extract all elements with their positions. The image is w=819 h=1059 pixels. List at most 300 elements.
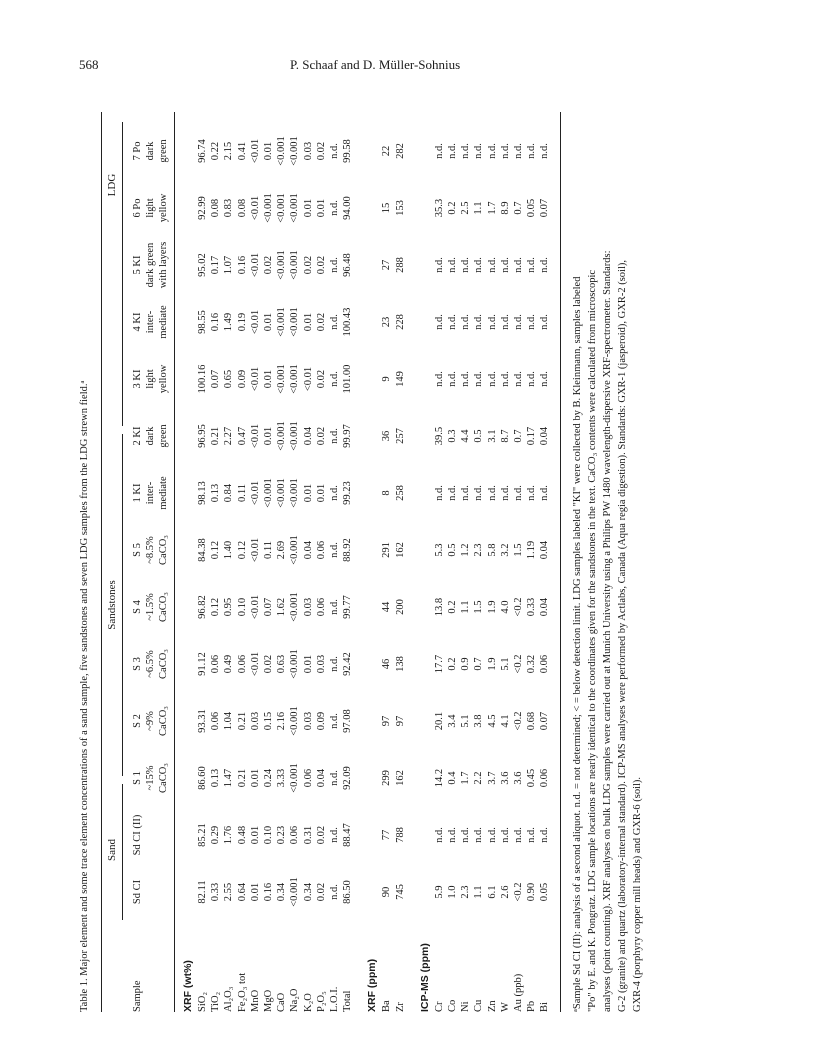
table-cell: 0.02 bbox=[315, 426, 327, 446]
table-cell: n.d. bbox=[486, 257, 498, 273]
table-cell: n.d. bbox=[460, 143, 472, 159]
table-cell: n.d. bbox=[526, 314, 538, 330]
table-cell: 0.11 bbox=[236, 484, 248, 502]
table-cell: 0.17 bbox=[526, 426, 538, 446]
row-label: MnO bbox=[249, 989, 261, 1012]
table-cell: 200 bbox=[394, 599, 406, 615]
table-cell: 2.27 bbox=[223, 426, 235, 446]
table-cell: n.d. bbox=[513, 257, 524, 273]
table-cell: 99.23 bbox=[342, 481, 354, 505]
table-cell: 2.6 bbox=[499, 885, 511, 899]
table-row bbox=[315, 112, 328, 1012]
table-cell: 258 bbox=[394, 485, 406, 501]
table-cell: 2.69 bbox=[276, 540, 288, 560]
table-cell: 98.55 bbox=[197, 310, 208, 334]
table-cell: 0.09 bbox=[236, 369, 248, 389]
group-sand: Sand bbox=[106, 839, 118, 861]
table-cell: 1.40 bbox=[223, 540, 235, 560]
column-header: light bbox=[145, 369, 156, 389]
table-cell: <0.01 bbox=[249, 195, 261, 221]
table-cell: 0.34 bbox=[302, 882, 314, 902]
table-cell: 0.4 bbox=[447, 771, 458, 785]
table-cell: <0.2 bbox=[513, 597, 524, 617]
table-cell: n.d. bbox=[526, 257, 538, 273]
table-cell: 0.12 bbox=[236, 540, 248, 560]
table-cell: 98.13 bbox=[197, 481, 208, 505]
table-cell: 0.07 bbox=[210, 369, 222, 389]
table-cell: 1.1 bbox=[473, 885, 485, 899]
table-cell: 0.02 bbox=[315, 255, 327, 275]
table-cell: 0.01 bbox=[249, 882, 261, 902]
table-row bbox=[288, 112, 301, 1012]
column-header: mediate bbox=[158, 476, 169, 510]
table-cell: 0.06 bbox=[210, 654, 222, 674]
column-header: CaCO₃ bbox=[158, 763, 169, 793]
table-cell: 0.07 bbox=[539, 711, 551, 731]
table-cell: <0.001 bbox=[263, 193, 274, 223]
row-label: Pb bbox=[526, 1000, 538, 1012]
table-cell: 0.24 bbox=[263, 768, 274, 788]
table-row bbox=[275, 112, 288, 1012]
table-row bbox=[262, 112, 275, 1012]
table-row bbox=[380, 112, 393, 1012]
table-cell: n.d. bbox=[329, 143, 340, 159]
table-cell: n.d. bbox=[329, 542, 340, 558]
table-cell: 93.31 bbox=[197, 709, 208, 733]
table-cell: 0.7 bbox=[513, 429, 524, 443]
table-cell: 2.3 bbox=[473, 543, 485, 557]
table-cell: 90 bbox=[381, 886, 393, 898]
table-cell: <0.2 bbox=[513, 711, 524, 731]
table-cell: <0.001 bbox=[276, 307, 288, 337]
column-header: Sd CI bbox=[132, 879, 143, 905]
table-cell: 0.9 bbox=[460, 657, 472, 671]
table-cell: <0.001 bbox=[289, 193, 301, 223]
table-cell: 0.33 bbox=[526, 597, 538, 617]
table-cell: 23 bbox=[381, 316, 393, 328]
table-cell: 0.08 bbox=[210, 198, 222, 218]
table-cell: 0.03 bbox=[302, 711, 314, 731]
table-cell: 96.48 bbox=[342, 253, 354, 277]
table-cell: n.d. bbox=[473, 827, 485, 843]
table-cell: 0.2 bbox=[447, 657, 458, 671]
table-cell: 0.32 bbox=[526, 654, 538, 674]
table-cell: 2.5 bbox=[460, 201, 472, 215]
table-cell: 3.6 bbox=[499, 771, 511, 785]
table-cell: <0.2 bbox=[513, 654, 524, 674]
row-label: K₂O bbox=[302, 993, 314, 1012]
table-cell: 0.21 bbox=[236, 768, 248, 788]
row-label: Na₂O bbox=[289, 988, 301, 1012]
table-cell: n.d. bbox=[329, 884, 340, 900]
group-sandstones: Sandstones bbox=[106, 580, 118, 630]
column-header: dark bbox=[145, 141, 156, 161]
table-cell: 0.12 bbox=[210, 597, 222, 617]
table-cell: <0.001 bbox=[289, 478, 301, 508]
table-cell: n.d. bbox=[539, 314, 551, 330]
table-cell: <0.001 bbox=[289, 250, 301, 280]
table-cell: 5.1 bbox=[460, 714, 472, 728]
row-label: P₂O₅ bbox=[315, 991, 327, 1012]
table-cell: n.d. bbox=[513, 371, 524, 387]
table-cell: 0.10 bbox=[263, 825, 274, 845]
table-cell: 0.06 bbox=[289, 825, 301, 845]
column-header: CaCO₃ bbox=[158, 649, 169, 679]
running-head: P. Schaaf and D. Müller-Sohnius bbox=[290, 57, 461, 72]
section-title: XRF (wt%) bbox=[182, 960, 194, 1012]
table-cell: 0.23 bbox=[276, 825, 288, 845]
table-cell: 97.08 bbox=[342, 709, 354, 733]
table-cell: n.d. bbox=[526, 485, 538, 501]
table-row bbox=[394, 112, 407, 1012]
column-header: ~15% bbox=[145, 765, 156, 791]
table-cell: 0.07 bbox=[539, 198, 551, 218]
table-cell: 3.8 bbox=[473, 714, 485, 728]
table-cell: 1.49 bbox=[223, 312, 235, 332]
table-cell: 0.02 bbox=[263, 255, 274, 275]
table-cell: 0.02 bbox=[315, 825, 327, 845]
table-row bbox=[459, 112, 472, 1012]
table-cell: n.d. bbox=[433, 485, 445, 501]
top-rule bbox=[101, 112, 102, 1012]
column-header: 6 Po bbox=[132, 198, 143, 218]
table-cell: n.d. bbox=[499, 371, 511, 387]
column-header: S 3 bbox=[132, 657, 143, 671]
table-cell: 96.95 bbox=[197, 424, 208, 448]
table-cell: 95.02 bbox=[197, 253, 208, 277]
table-cell: 14.2 bbox=[433, 768, 445, 788]
table-cell: 0.15 bbox=[263, 711, 274, 731]
table-cell: 288 bbox=[394, 257, 406, 273]
table-cell: 9 bbox=[381, 376, 393, 382]
table-cell: 0.02 bbox=[315, 141, 327, 161]
footnote-line: G-2 (granite) and quartz (laboratory-internal standard). ICP-MS analyses were performed by Actlabs, Canada (Aqua regia digestion). Standards: GXR-1 (jasperoid), GXR-2 (soil), bbox=[616, 260, 628, 1012]
table-cell: n.d. bbox=[433, 827, 445, 843]
group-ldg: LDG bbox=[106, 173, 118, 197]
column-header: 4 KI bbox=[132, 312, 143, 332]
table-cell: <0.001 bbox=[289, 763, 301, 793]
column-header: Sd CI (II) bbox=[132, 814, 143, 856]
table-cell: n.d. bbox=[447, 257, 458, 273]
table-cell: n.d. bbox=[473, 485, 485, 501]
table-cell: n.d. bbox=[473, 257, 485, 273]
table-cell: 0.41 bbox=[236, 141, 248, 161]
table-cell: 2.55 bbox=[223, 882, 235, 902]
table-cell: <0.01 bbox=[249, 423, 261, 449]
table-cell: <0.001 bbox=[289, 307, 301, 337]
table-cell: 138 bbox=[394, 656, 406, 672]
section-title: ICP-MS (ppm) bbox=[418, 943, 431, 1012]
table-cell: n.d. bbox=[329, 599, 340, 615]
table-cell: <0.001 bbox=[276, 478, 288, 508]
row-label: Zr bbox=[394, 1002, 406, 1012]
table-cell: n.d. bbox=[329, 428, 340, 444]
table-cell: 0.34 bbox=[276, 882, 288, 902]
row-label: Cr bbox=[433, 1001, 445, 1012]
table-cell: 44 bbox=[381, 601, 393, 613]
table-cell: 0.64 bbox=[236, 882, 248, 902]
table-cell: 13.8 bbox=[433, 597, 445, 617]
table-cell: 85.21 bbox=[197, 823, 208, 847]
table-cell: n.d. bbox=[447, 371, 458, 387]
table-cell: 0.01 bbox=[302, 483, 314, 503]
table-cell: <0.001 bbox=[289, 877, 301, 907]
table-cell: 0.10 bbox=[236, 597, 248, 617]
table-cell: 0.06 bbox=[236, 654, 248, 674]
table-cell: 100.16 bbox=[197, 364, 208, 394]
table-cell: 0.01 bbox=[302, 312, 314, 332]
table-cell: n.d. bbox=[329, 485, 340, 501]
column-header: Sample bbox=[132, 980, 143, 1012]
table-cell: 0.02 bbox=[315, 312, 327, 332]
table-cell: 0.04 bbox=[539, 597, 551, 617]
row-label: W bbox=[499, 1002, 511, 1012]
table-cell: <0.01 bbox=[249, 651, 261, 677]
table-cell: 282 bbox=[394, 143, 406, 159]
table-cell: n.d. bbox=[329, 827, 340, 843]
table-cell: 88.92 bbox=[342, 538, 354, 562]
table-cell: n.d. bbox=[329, 656, 340, 672]
table-cell: 0.90 bbox=[526, 882, 538, 902]
table-cell: n.d. bbox=[513, 143, 524, 159]
table-cell: 1.7 bbox=[486, 201, 498, 215]
table-cell: 35.3 bbox=[433, 198, 445, 218]
table-cell: 0.06 bbox=[302, 768, 314, 788]
row-label: Zn bbox=[486, 1000, 498, 1012]
table-cell: n.d. bbox=[486, 485, 498, 501]
table-cell: n.d. bbox=[447, 827, 458, 843]
table-cell: 0.05 bbox=[539, 882, 551, 902]
table-cell: 27 bbox=[381, 259, 393, 271]
column-header: dark green bbox=[145, 242, 156, 288]
table-cell: n.d. bbox=[513, 827, 524, 843]
table-cell: 1.62 bbox=[276, 597, 288, 617]
table-cell: 8 bbox=[381, 490, 393, 496]
table-cell: 99.77 bbox=[342, 595, 354, 619]
footnote-line: "Po" by E. and K. Pongratz. LDG sample locations are nearly identical to the coordinates given for the sandstones in the text. CaCO₃ contents were calculated from microscopic bbox=[586, 269, 598, 1012]
table-cell: 0.11 bbox=[263, 541, 274, 559]
table-cell: 1.5 bbox=[513, 543, 524, 557]
row-label: L.O.I. bbox=[329, 986, 340, 1012]
table-cell: 1.7 bbox=[460, 771, 472, 785]
table-cell: 0.08 bbox=[236, 198, 248, 218]
table-cell: n.d. bbox=[539, 143, 551, 159]
table-cell: 86.50 bbox=[342, 880, 354, 904]
table-cell: <0.01 bbox=[249, 594, 261, 620]
table-cell: 0.01 bbox=[263, 369, 274, 389]
table-row bbox=[236, 112, 249, 1012]
table-cell: 88.47 bbox=[342, 823, 354, 847]
table-cell: 86.60 bbox=[197, 766, 208, 790]
table-cell: 0.01 bbox=[315, 198, 327, 218]
column-header: mediate bbox=[158, 305, 169, 339]
table-cell: n.d. bbox=[460, 485, 472, 501]
table-cell: 39.5 bbox=[433, 426, 445, 446]
section-title: XRF (ppm) bbox=[366, 958, 379, 1012]
column-header: S 2 bbox=[132, 714, 143, 728]
table-cell: n.d. bbox=[486, 827, 498, 843]
column-header: CaCO₃ bbox=[158, 592, 169, 622]
row-label: MgO bbox=[263, 989, 274, 1012]
table-cell: 0.83 bbox=[223, 198, 235, 218]
table-cell: 0.02 bbox=[302, 255, 314, 275]
table-cell: 22 bbox=[381, 145, 393, 157]
table-cell: 0.7 bbox=[513, 201, 524, 215]
table-cell: 1.2 bbox=[460, 543, 472, 557]
table-row bbox=[446, 112, 459, 1012]
table-cell: 0.2 bbox=[447, 600, 458, 614]
table-cell: n.d. bbox=[539, 827, 551, 843]
table-cell: 82.11 bbox=[197, 880, 208, 904]
bottom-rule bbox=[560, 112, 561, 1012]
table-cell: 15 bbox=[381, 202, 393, 214]
table-cell: 0.06 bbox=[315, 540, 327, 560]
table-cell: 92.09 bbox=[342, 766, 354, 790]
footnote-line: analyses (point counting). XRF analyses on bulk LDG samples were carried out at Munich University using a Philips PW 1480 wavelength-dispersive XRF-spectrometer. Standards: bbox=[601, 250, 613, 1012]
table-cell: 0.21 bbox=[236, 711, 248, 731]
table-cell: 0.33 bbox=[210, 882, 222, 902]
row-label: TiO₂ bbox=[210, 991, 222, 1012]
row-label: CaO bbox=[276, 992, 288, 1012]
table-cell: 0.04 bbox=[539, 426, 551, 446]
row-label: Ba bbox=[381, 1000, 393, 1012]
table-cell: 0.07 bbox=[263, 597, 274, 617]
table-cell: 0.01 bbox=[249, 768, 261, 788]
table-cell: n.d. bbox=[486, 143, 498, 159]
table-cell: 0.65 bbox=[223, 369, 235, 389]
table-cell: 84.38 bbox=[197, 538, 208, 562]
table-cell: 0.84 bbox=[223, 483, 235, 503]
table-cell: 0.05 bbox=[526, 198, 538, 218]
table-cell: 20.1 bbox=[433, 711, 445, 731]
table-cell: 153 bbox=[394, 200, 406, 216]
table-cell: <0.001 bbox=[263, 478, 274, 508]
column-header: S 1 bbox=[132, 771, 143, 785]
table-cell: 0.02 bbox=[263, 654, 274, 674]
group-sandstones-rule bbox=[122, 434, 123, 776]
table-cell: 0.47 bbox=[236, 426, 248, 446]
row-label: Co bbox=[447, 999, 458, 1012]
table-cell: 91.12 bbox=[197, 652, 208, 676]
table-cell: n.d. bbox=[433, 257, 445, 273]
column-header: with layers bbox=[158, 241, 169, 289]
table-cell: 3.1 bbox=[486, 429, 498, 443]
table-cell: n.d. bbox=[460, 371, 472, 387]
table-cell: n.d. bbox=[499, 257, 511, 273]
table-cell: n.d. bbox=[526, 827, 538, 843]
table-cell: 100.43 bbox=[342, 307, 354, 337]
table-cell: <0.01 bbox=[249, 537, 261, 563]
table-cell: 0.5 bbox=[447, 543, 458, 557]
column-header: yellow bbox=[158, 364, 169, 394]
table-cell: <0.001 bbox=[276, 421, 288, 451]
table-cell: 299 bbox=[381, 770, 393, 786]
table-cell: 745 bbox=[394, 884, 406, 900]
table-cell: 0.63 bbox=[276, 654, 288, 674]
page-number: 568 bbox=[79, 57, 99, 72]
table-cell: <0.2 bbox=[513, 882, 524, 902]
table-cell: n.d. bbox=[526, 371, 538, 387]
table-cell: n.d. bbox=[539, 371, 551, 387]
table-cell: n.d. bbox=[329, 713, 340, 729]
table-cell: n.d. bbox=[460, 257, 472, 273]
table-cell: 92.42 bbox=[342, 652, 354, 676]
table-row bbox=[525, 112, 538, 1012]
table-cell: 6.1 bbox=[486, 885, 498, 899]
table-cell: 0.04 bbox=[302, 426, 314, 446]
table-cell: n.d. bbox=[473, 314, 485, 330]
table-cell: 0.01 bbox=[249, 825, 261, 845]
table-cell: 0.06 bbox=[315, 597, 327, 617]
table-cell: <0.001 bbox=[289, 592, 301, 622]
table-cell: 92.99 bbox=[197, 196, 208, 220]
table-cell: <0.01 bbox=[249, 366, 261, 392]
table-cell: n.d. bbox=[447, 314, 458, 330]
table-cell: 0.03 bbox=[315, 654, 327, 674]
column-header: 7 Po bbox=[132, 141, 143, 161]
table-cell: n.d. bbox=[499, 143, 511, 159]
table-row bbox=[486, 112, 499, 1012]
table-cell: 0.17 bbox=[210, 255, 222, 275]
column-header: ~8.5% bbox=[145, 536, 156, 564]
table-cell: 99.58 bbox=[342, 139, 354, 163]
table-cell: 4.5 bbox=[486, 714, 498, 728]
table-cell: 0.49 bbox=[223, 654, 235, 674]
table-cell: n.d. bbox=[447, 143, 458, 159]
table-cell: n.d. bbox=[329, 200, 340, 216]
table-cell: 2.3 bbox=[460, 885, 472, 899]
table-cell: 0.06 bbox=[210, 711, 222, 731]
column-header: CaCO₃ bbox=[158, 535, 169, 565]
column-header: yellow bbox=[158, 193, 169, 223]
table-cell: 5.3 bbox=[433, 543, 445, 557]
table-cell: n.d. bbox=[499, 485, 511, 501]
table-cell: n.d. bbox=[460, 827, 472, 843]
column-header: 3 KI bbox=[132, 369, 143, 389]
column-header: ~9% bbox=[145, 711, 156, 731]
table-cell: 0.29 bbox=[210, 825, 222, 845]
row-label: Al₂O₃ bbox=[223, 986, 235, 1012]
table-cell: 0.09 bbox=[315, 711, 327, 731]
column-header: S 5 bbox=[132, 543, 143, 557]
table-cell: 0.03 bbox=[302, 597, 314, 617]
table-cell: 162 bbox=[394, 542, 406, 558]
table-cell: 0.16 bbox=[210, 312, 222, 332]
table-cell: 788 bbox=[394, 827, 406, 843]
table-cell: 0.68 bbox=[526, 711, 538, 731]
table-cell: n.d. bbox=[499, 314, 511, 330]
table-cell: 97 bbox=[381, 715, 393, 727]
table-row bbox=[302, 112, 315, 1012]
table-cell: 17.7 bbox=[433, 654, 445, 674]
table-cell: n.d. bbox=[433, 314, 445, 330]
table-cell: 0.48 bbox=[236, 825, 248, 845]
table-cell: n.d. bbox=[460, 314, 472, 330]
column-header: inter- bbox=[145, 310, 156, 334]
table-cell: 0.12 bbox=[210, 540, 222, 560]
table-row bbox=[209, 112, 222, 1012]
table-cell: 3.7 bbox=[486, 771, 498, 785]
table-cell: 162 bbox=[394, 770, 406, 786]
table-cell: n.d. bbox=[473, 371, 485, 387]
table-cell: n.d. bbox=[329, 257, 340, 273]
column-header: ~6.5% bbox=[145, 650, 156, 678]
table-cell: 149 bbox=[394, 371, 406, 387]
table-cell: 3.33 bbox=[276, 768, 288, 788]
table-cell: n.d. bbox=[329, 770, 340, 786]
table-cell: 0.04 bbox=[539, 540, 551, 560]
group-ldg-rule bbox=[122, 122, 123, 426]
